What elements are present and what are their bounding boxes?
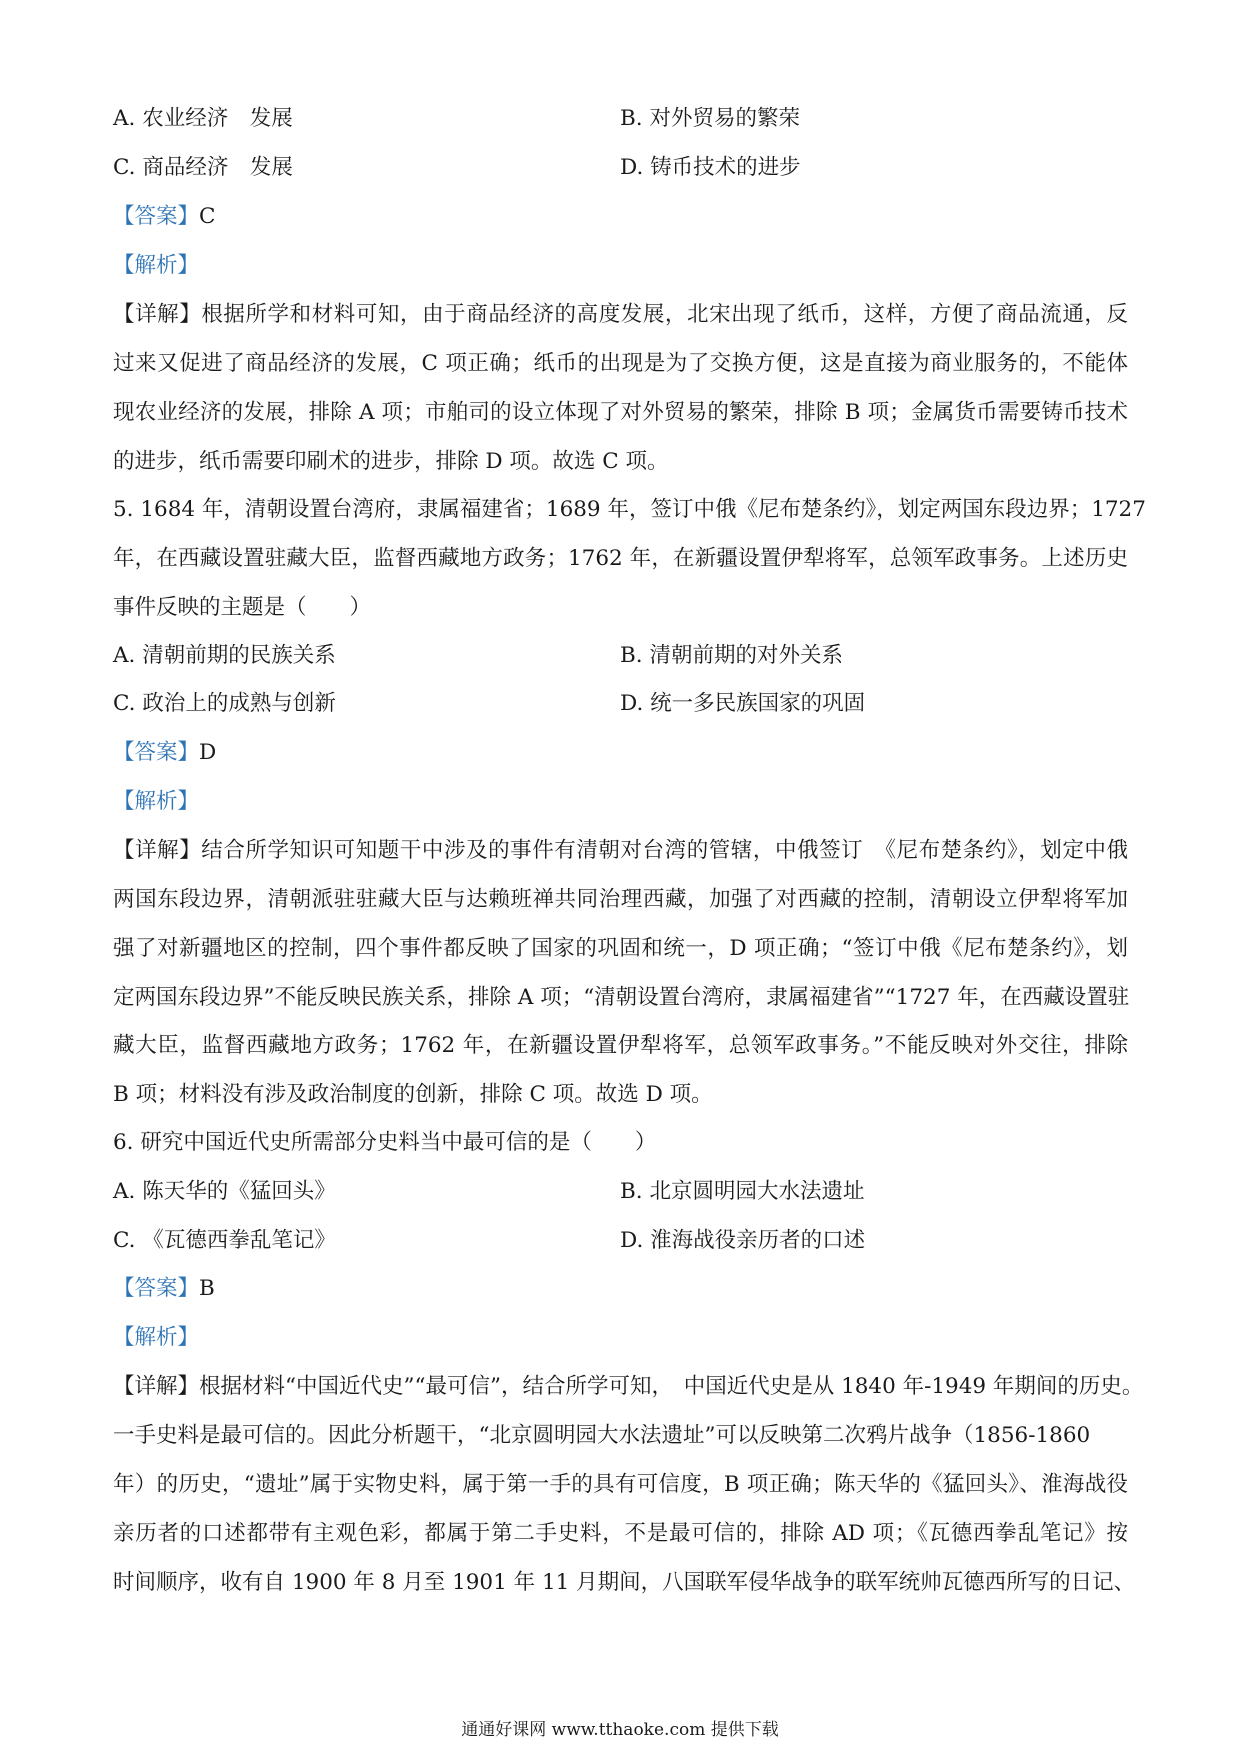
q5-question-line-1: 5. 1684 年，清朝设置台湾府，隶属福建省；1689 年，签订中俄《尼布楚条约》，划定两国东段边界；1727	[113, 497, 1146, 522]
q4-analysis-heading	[113, 251, 1128, 281]
q5-detail-line-4: 定两国东段边界”不能反映民族关系，排除 A 项；“清朝设置台湾府，隶属福建省”“1727 年，在西藏设置驻	[113, 985, 1130, 1010]
footer-site-url[interactable]: www.tthaoke.com	[551, 1720, 706, 1740]
q5-answer-value: D	[199, 740, 217, 765]
q6-detail-line-1	[113, 1372, 1144, 1402]
q5-question-line-3: 事件反映的主题是（ ）	[113, 595, 372, 620]
q5-options-row-2	[113, 689, 1128, 719]
q5-analysis-tag: 【解析】	[113, 789, 200, 814]
q5-detail-line-1	[113, 836, 1128, 866]
q5-option-d: D. 统一多民族国家的巩固	[620, 691, 866, 716]
q5-detail-line-6: B 项；材料没有涉及政治制度的创新，排除 C 项。故选 D 项。	[113, 1082, 713, 1107]
q6-detail-line-3: 年）的历史，“遗址”属于实物史料，属于第一手的具有可信度，B 项正确；陈天华的《猛回头》、淮海战役	[113, 1472, 1128, 1497]
q4-detail-tag: 【详解】	[113, 302, 202, 327]
q6-detail-text-1: 根据材料“中国近代史”“最可信”，结合所学可知， 中国近代史是从 1840 年-1949 年期间的历史。	[199, 1374, 1144, 1399]
q6-question-line-1: 6. 研究中国近代史所需部分史料当中最可信的是（ ）	[113, 1130, 657, 1155]
q6-options-row-2	[113, 1226, 1128, 1256]
q6-option-b: B. 北京圆明园大水法遗址	[620, 1179, 865, 1204]
q4-answer-tag: 【答案】	[113, 204, 200, 229]
q4-option-c: C. 商品经济 发展	[113, 155, 293, 180]
page-footer	[0, 1718, 1240, 1742]
q5-detail-text-1: 结合所学知识可知题干中涉及的事件有清朝对台湾的管辖，中俄签订 《尼布楚条约》，划定中俄	[201, 838, 1128, 863]
q4-options-row-1	[113, 104, 1128, 134]
q4-options-row-2	[113, 153, 1128, 183]
q6-option-a: A. 陈天华的《猛回头》	[113, 1179, 336, 1204]
q6-answer	[113, 1274, 1128, 1304]
q5-option-c: C. 政治上的成熟与创新	[113, 691, 336, 716]
q5-analysis-heading	[113, 787, 1128, 817]
q4-analysis-tag: 【解析】	[113, 253, 200, 278]
q6-option-c: C. 《瓦德西拳乱笔记》	[113, 1228, 336, 1253]
q6-analysis-heading	[113, 1323, 1128, 1353]
q4-option-a: A. 农业经济 发展	[113, 106, 293, 131]
footer-note: 提供下载	[710, 1720, 779, 1740]
q6-detail-line-5: 时间顺序，收有自 1900 年 8 月至 1901 年 11 月期间，八国联军侵华战争的联军统帅瓦德西所写的日记、	[113, 1570, 1136, 1595]
q4-option-d: D. 铸币技术的进步	[620, 155, 801, 180]
footer-site-name: 通通好课网	[461, 1720, 547, 1740]
q5-answer	[113, 738, 1128, 768]
q6-detail-tag: 【详解】	[113, 1374, 200, 1399]
q5-detail-tag: 【详解】	[113, 838, 202, 863]
q6-detail-line-2: 一手史料是最可信的。因此分析题干，“北京圆明园大水法遗址”可以反映第二次鸦片战争（1856-1860	[113, 1423, 1091, 1448]
q5-detail-line-5: 藏大臣，监督西藏地方政务；1762 年，在新疆设置伊犁将军，总领军政事务。”不能反映对外交往，排除	[113, 1033, 1128, 1058]
q4-detail-line-4: 的进步，纸币需要印刷术的进步，排除 D 项。故选 C 项。	[113, 449, 669, 474]
q4-answer	[113, 202, 1128, 232]
q6-analysis-tag: 【解析】	[113, 1325, 200, 1350]
q4-detail-text-1: 根据所学和材料可知，由于商品经济的高度发展，北宋出现了纸币，这样，方便了商品流通，反	[201, 302, 1128, 327]
q4-detail-line-2: 过来又促进了商品经济的发展，C 项正确；纸币的出现是为了交换方便，这是直接为商业服务的，不能体	[113, 351, 1128, 376]
q6-detail-line-4: 亲历者的口述都带有主观色彩，都属于第二手史料，不是最可信的，排除 AD 项；《瓦德西拳乱笔记》按	[113, 1521, 1128, 1546]
q5-options-row-1	[113, 641, 1128, 671]
q5-detail-line-2: 两国东段边界，清朝派驻驻藏大臣与达赖班禅共同治理西藏，加强了对西藏的控制，清朝设立伊犁将军加	[113, 887, 1128, 912]
q6-answer-tag: 【答案】	[113, 1276, 200, 1301]
q6-option-d: D. 淮海战役亲历者的口述	[620, 1228, 866, 1253]
q5-option-b: B. 清朝前期的对外关系	[620, 643, 843, 668]
q6-options-row-1	[113, 1177, 1128, 1207]
q4-detail-line-3: 现农业经济的发展，排除 A 项；市舶司的设立体现了对外贸易的繁荣，排除 B 项；金属货币需要铸币技术	[113, 400, 1128, 425]
q5-question-line-2: 年，在西藏设置驻藏大臣，监督西藏地方政务；1762 年，在新疆设置伊犁将军，总领军政事务。上述历史	[113, 546, 1128, 571]
q6-answer-value: B	[199, 1276, 215, 1301]
q4-option-b: B. 对外贸易的繁荣	[620, 106, 800, 131]
q4-detail-line-1	[113, 300, 1128, 330]
q5-detail-line-3: 强了对新疆地区的控制，四个事件都反映了国家的巩固和统一，D 项正确；“签订中俄《尼布楚条约》，划	[113, 936, 1128, 961]
q5-option-a: A. 清朝前期的民族关系	[113, 643, 336, 668]
q5-answer-tag: 【答案】	[113, 740, 200, 765]
q4-answer-value: C	[199, 204, 216, 229]
